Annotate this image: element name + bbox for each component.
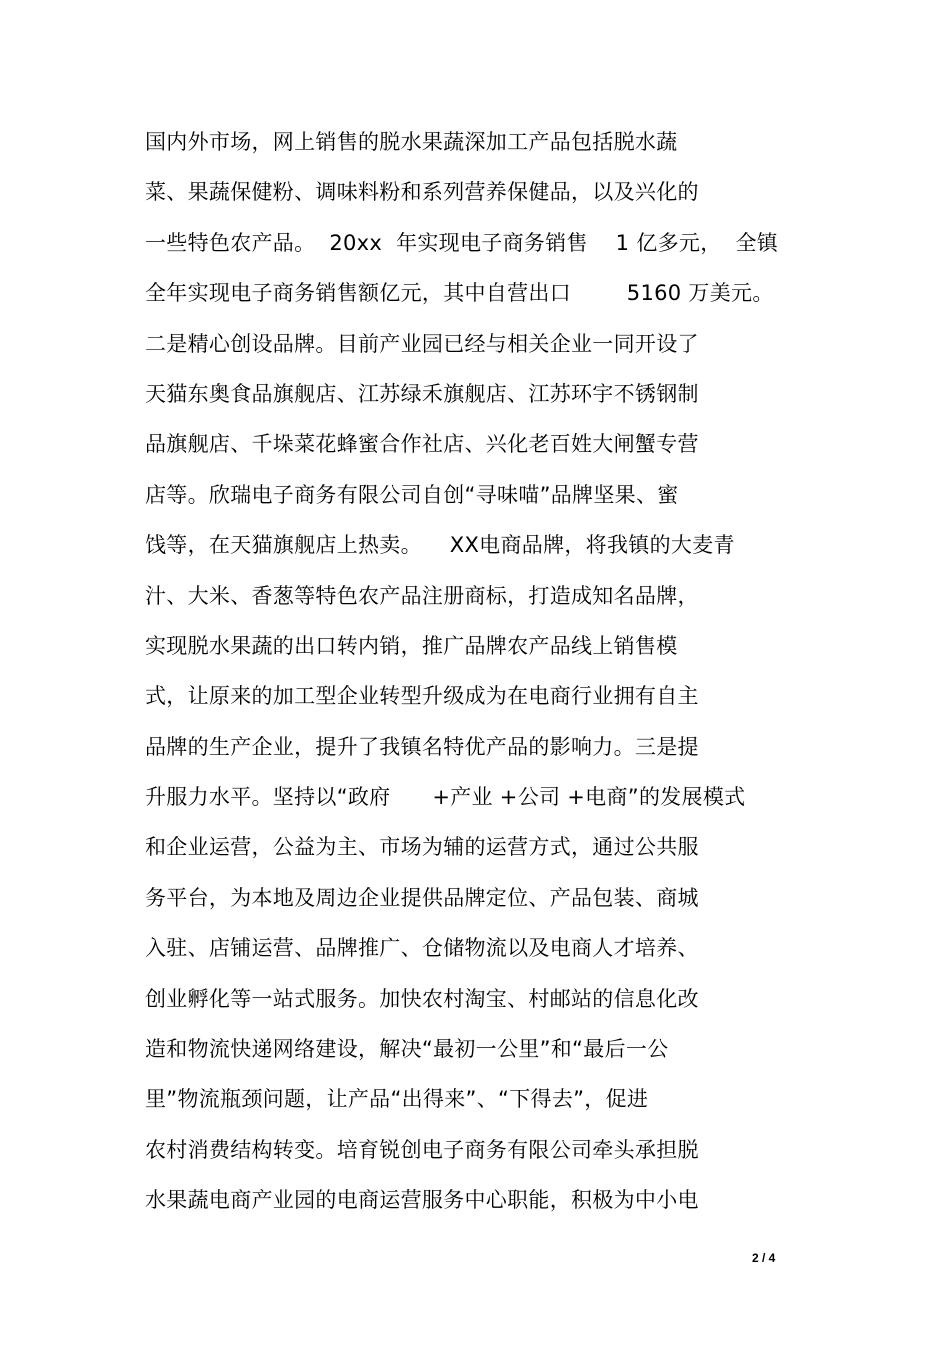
text-line: 式，让原来的加工型企业转型升级成为在电商行业拥有自主 [145,684,699,709]
page-number: 2 / 4 [752,1251,776,1265]
text-line: 实现脱水果蔬的出口转内销，推广品牌农产品线上销售模 [145,633,678,658]
text-line: 升服力水平。坚持以“政府 +产业 +公司 +电商”的发展模式 [145,785,746,810]
body-text [145,122,845,1231]
text-line: 店等。欣瑞电子商务有限公司自创“寻味喵”品牌坚果、蜜 [145,482,679,507]
text-line: 和企业运营，公益为主、市场为辅的运营方式，通过公共服 [145,835,699,860]
text-line: 入驻、店铺运营、品牌推广、仓储物流以及电商人才培养、 [145,936,699,961]
text-line: 品旗舰店、千垛菜花蜂蜜合作社店、兴化老百姓大闸蟹专营 [145,432,699,457]
text-line: 务平台，为本地及周边企业提供品牌定位、产品包装、商城 [145,885,699,910]
text-line: 水果蔬电商产业园的电商运营服务中心职能，积极为中小电 [145,1188,699,1213]
text-line: 全年实现电子商务销售额亿元，其中自营出口 5160 万美元。 [145,281,774,306]
text-line: 菜、果蔬保健粉、调味料粉和系列营养保健品，以及兴化的 [145,180,699,205]
text-line: 农村消费结构转变。培育锐创电子商务有限公司牵头承担脱 [145,1137,699,1162]
text-line: 二是精心创设品牌。目前产业园已经与相关企业一同开设了 [145,331,699,356]
text-line: 天猫东奥食品旗舰店、江苏绿禾旗舰店、江苏环宇不锈钢制 [145,381,699,406]
text-line: 造和物流快递网络建设，解决“最初一公里”和“最后一公 [145,1037,669,1062]
text-line: 国内外市场，网上销售的脱水果蔬深加工产品包括脱水蔬 [145,130,678,154]
text-line: 一些特色农产品。 20xx 年实现电子商务销售 1 亿多元， 全镇 [145,230,779,255]
text-line: 汁、大米、香葱等特色农产品注册商标，打造成知名品牌， [145,583,699,608]
text-line: 创业孵化等一站式服务。加快农村淘宝、村邮站的信息化改 [145,986,699,1011]
text-line: 品牌的生产企业，提升了我镇名特优产品的影响力。三是提 [145,734,699,759]
text-line: 里”物流瓶颈问题，让产品“出得来”、“下得去”，促进 [145,1087,649,1112]
text-line: 饯等，在天猫旗舰店上热卖。 XX电商品牌，将我镇的大麦青 [145,533,735,558]
